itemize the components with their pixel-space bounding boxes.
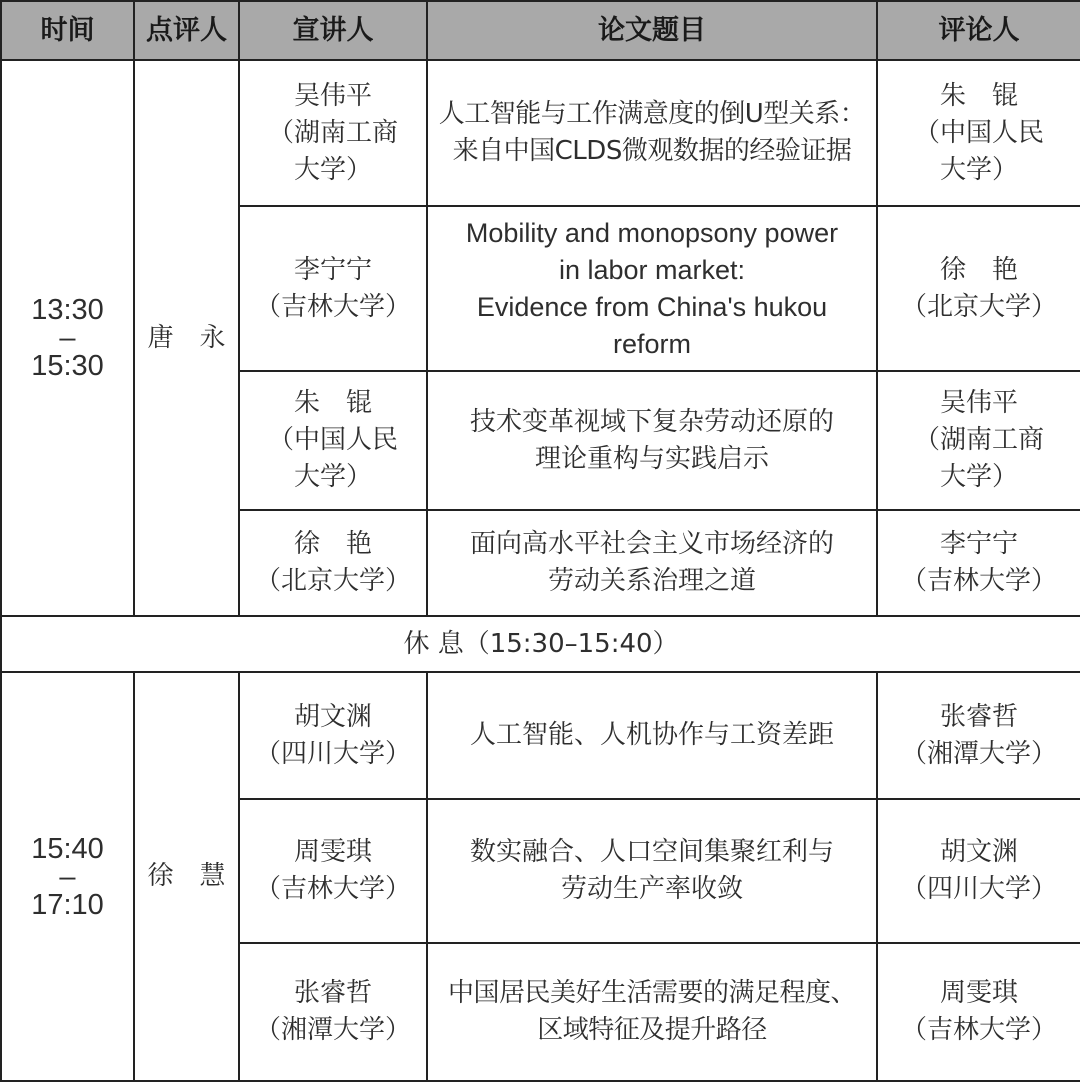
speaker-cell	[239, 371, 427, 510]
paper-title-line: 来自中国CLDS微观数据的经验证据	[452, 136, 852, 166]
paper-title-line: Mobility and monopsony power	[465, 217, 839, 248]
speaker-name: 胡文渊	[293, 701, 372, 732]
commentator-affiliation: （中国人民	[913, 117, 1044, 148]
commentator-cell	[877, 672, 1080, 799]
paper-title-cell	[427, 510, 877, 616]
paper-title-cell	[427, 206, 877, 371]
session1-time-cell	[1, 60, 134, 616]
speaker-affiliation: （吉林大学）	[254, 874, 411, 904]
header-commentator: 评论人	[877, 1, 1080, 60]
commentator-affiliation: （湘潭大学）	[900, 738, 1057, 769]
speaker-cell	[239, 206, 427, 371]
commentator-name: 吴伟平	[939, 388, 1018, 418]
session2-time-cell	[1, 672, 134, 1081]
speaker-name: 徐 艳	[293, 529, 372, 559]
commentator-name: 徐 艳	[939, 254, 1018, 285]
commentator-affiliation: （湖南工商	[913, 425, 1044, 455]
session2-time-start: 15:40	[31, 832, 104, 865]
speaker-cell	[239, 799, 427, 943]
paper-title-line: 区域特征及提升路径	[537, 1015, 767, 1045]
commentator-cell	[877, 799, 1080, 943]
speaker-cell	[239, 672, 427, 799]
commentator-name: 李宁宁	[939, 529, 1018, 559]
commentator-cell	[877, 510, 1080, 616]
speaker-name: 张睿哲	[293, 978, 372, 1008]
break-text: 休 息（15:30–15:40）	[1, 616, 1080, 672]
paper-title-line: 劳动生产率收敛	[560, 874, 743, 904]
paper-title-line: 人工智能、人机协作与工资差距	[469, 720, 834, 750]
table-row	[1, 60, 1080, 206]
break-row	[1, 616, 1080, 672]
speaker-name: 朱 锟	[293, 388, 372, 418]
speaker-affiliation: （湖南工商	[267, 117, 398, 148]
speaker-name: 吴伟平	[293, 80, 372, 111]
speaker-affiliation: 大学）	[293, 462, 372, 492]
session2-reviewer: 徐 慧	[134, 672, 239, 1081]
session1-time-end: 15:30	[31, 350, 104, 382]
commentator-cell	[877, 371, 1080, 510]
commentator-cell	[877, 60, 1080, 206]
paper-title-cell	[427, 672, 877, 799]
commentator-name: 张睿哲	[939, 701, 1018, 732]
commentator-affiliation: （北京大学）	[900, 291, 1057, 322]
header-paper-title: 论文题目	[427, 1, 877, 60]
paper-title-line: 数实融合、人口空间集聚红利与	[469, 837, 834, 867]
speaker-affiliation: （湘潭大学）	[254, 1015, 411, 1045]
speaker-cell	[239, 943, 427, 1081]
paper-title-cell	[427, 60, 877, 206]
commentator-affiliation: 大学）	[939, 462, 1018, 492]
session2-time-dash: –	[59, 860, 76, 893]
speaker-cell	[239, 60, 427, 206]
session1-time-dash: –	[59, 322, 76, 354]
session2-time-end: 17:10	[31, 888, 104, 921]
paper-title-line: 劳动关系治理之道	[547, 566, 756, 596]
commentator-affiliation: 大学）	[939, 154, 1018, 185]
session1-time-start: 13:30	[31, 294, 104, 326]
header-row	[1, 1, 1080, 60]
speaker-cell	[239, 510, 427, 616]
paper-title-line: Evidence from China's hukou	[476, 291, 828, 322]
paper-title-line: 中国居民美好生活需要的满足程度、	[447, 978, 856, 1008]
commentator-affiliation: （四川大学）	[900, 874, 1057, 904]
commentator-name: 周雯琪	[939, 978, 1018, 1008]
speaker-affiliation: 大学）	[293, 154, 372, 185]
paper-title-cell	[427, 799, 877, 943]
speaker-name: 周雯琪	[293, 837, 372, 867]
speaker-affiliation: （吉林大学）	[254, 291, 411, 322]
speaker-name: 李宁宁	[293, 254, 372, 285]
paper-title-line: reform	[612, 328, 691, 359]
session1-reviewer: 唐 永	[134, 60, 239, 616]
header-time: 时间	[1, 1, 134, 60]
commentator-cell	[877, 943, 1080, 1081]
header-speaker: 宣讲人	[239, 1, 427, 60]
paper-title-line: 面向高水平社会主义市场经济的	[469, 529, 834, 559]
paper-title-line: 理论重构与实践启示	[534, 443, 769, 474]
paper-title-line: 人工智能与工作满意度的倒U型关系：	[438, 99, 866, 129]
speaker-affiliation: （中国人民	[267, 425, 398, 455]
paper-title-cell	[427, 371, 877, 510]
commentator-name: 朱 锟	[939, 80, 1018, 111]
paper-title-line: 技术变革视域下复杂劳动还原的	[469, 406, 834, 437]
speaker-affiliation: （四川大学）	[254, 738, 411, 769]
header-reviewer: 点评人	[134, 1, 239, 60]
commentator-name: 胡文渊	[939, 837, 1018, 867]
table-row	[1, 672, 1080, 799]
commentator-cell	[877, 206, 1080, 371]
commentator-affiliation: （吉林大学）	[900, 566, 1057, 596]
commentator-affiliation: （吉林大学）	[900, 1015, 1057, 1045]
speaker-affiliation: （北京大学）	[254, 566, 411, 596]
paper-title-line: in labor market:	[558, 254, 746, 285]
paper-title-cell	[427, 943, 877, 1081]
